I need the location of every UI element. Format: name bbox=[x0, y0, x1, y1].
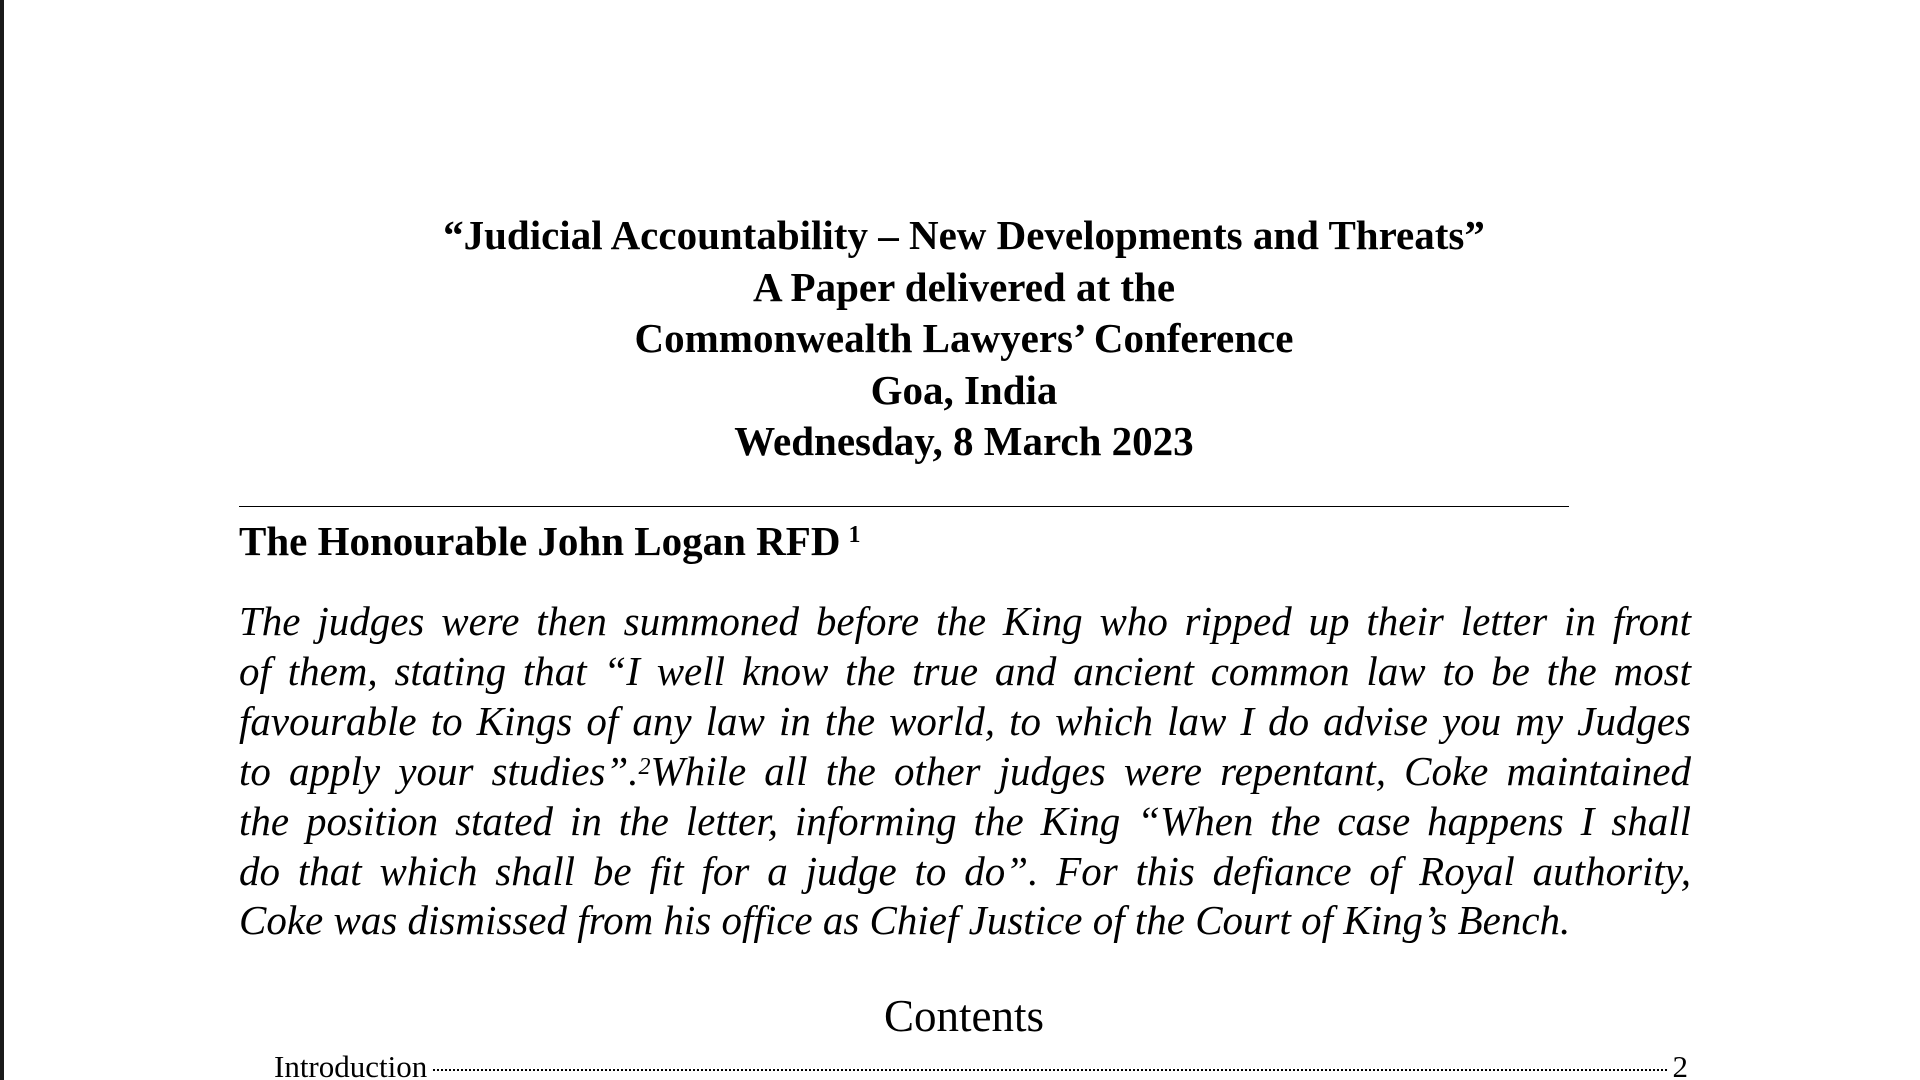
quote-line: Coke was dismissed from his office as Chief Justice of the Court of King’s Bench. bbox=[239, 897, 1571, 944]
quote-line: do that which shall be fit for a judge to do”. For this defiance of Royal authority, bbox=[239, 847, 1691, 894]
contents-heading: Contents bbox=[883, 991, 1044, 1041]
conference-date: Wednesday, 8 March 2023 bbox=[734, 418, 1194, 464]
quote-text: While all the other judges were repentant, Coke maintained bbox=[650, 747, 1692, 794]
footnote-ref-1[interactable]: 1 bbox=[848, 522, 861, 548]
conference-location: Goa, India bbox=[870, 366, 1058, 413]
quote-line: favourable to Kings of any law in the world, to which law I do advise you my Judges bbox=[239, 697, 1691, 744]
author-name: The Honourable John Logan RFD bbox=[239, 518, 841, 564]
paper-title-block bbox=[4, 210, 1920, 468]
footnote-ref-2[interactable]: 2 bbox=[638, 753, 651, 780]
paper-subtitle: A Paper delivered at the bbox=[752, 263, 1176, 310]
quote-line: of them, stating that “I well know the true and ancient common law to be the most bbox=[239, 647, 1691, 694]
toc-dot-leader bbox=[433, 1069, 1666, 1071]
toc-entry-introduction[interactable] bbox=[274, 1048, 1688, 1080]
quote-line: The judges were then summoned before the King who ripped up their letter in front bbox=[239, 598, 1691, 644]
paper-title: “Judicial Accountability – New Developments and Threats” bbox=[443, 212, 1485, 258]
title-divider bbox=[239, 506, 1569, 507]
quote-line bbox=[239, 747, 1691, 797]
quote-line: the position stated in the letter, informing the King “When the case happens I shall bbox=[239, 797, 1691, 844]
quote-text: to apply your studies”. bbox=[239, 747, 639, 794]
conference-name: Commonwealth Lawyers’ Conference bbox=[634, 315, 1294, 361]
toc-entry-label: Introduction bbox=[274, 1049, 428, 1080]
toc-entry-page: 2 bbox=[1672, 1049, 1688, 1080]
epigraph-quote bbox=[239, 597, 1691, 946]
author-line bbox=[239, 515, 860, 567]
